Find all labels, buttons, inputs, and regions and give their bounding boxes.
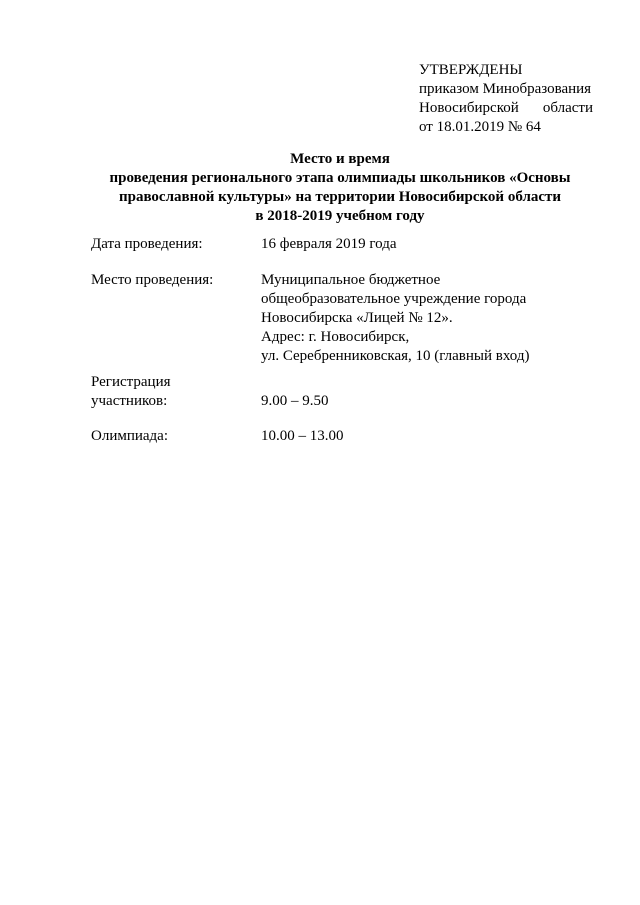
- place-value: [261, 271, 529, 366]
- place-line-1: Муниципальное бюджетное: [261, 272, 441, 288]
- registration-label-line-1: Регистрация: [91, 374, 171, 390]
- title-line-1: Место и время: [290, 151, 390, 167]
- approval-stamp: [419, 61, 593, 137]
- approval-region-line: [419, 99, 593, 118]
- date-label: Дата проведения:: [91, 236, 203, 252]
- place-line-4: Адрес: г. Новосибирск,: [261, 329, 410, 345]
- registration-value: 9.00 – 9.50: [261, 393, 329, 409]
- place-line-2: общеобразовательное учреждение города: [261, 291, 527, 307]
- approval-date-line: от 18.01.2019 № 64: [419, 119, 541, 135]
- approval-heading: УТВЕРЖДЕНЫ: [419, 62, 523, 78]
- registration-label-line-2: участников:: [91, 393, 168, 409]
- title-line-2: проведения регионального этапа олимпиады школьников «Основы: [109, 170, 571, 186]
- title-line-3: православной культуры» на территории Новосибирской области: [118, 189, 562, 205]
- title-line-4: в 2018-2019 учебном году: [255, 208, 425, 224]
- date-value: 16 февраля 2019 года: [261, 236, 397, 252]
- approval-region-left: Новосибирской: [419, 100, 519, 116]
- document-title: [60, 150, 620, 226]
- registration-label: [91, 373, 171, 411]
- place-line-3: Новосибирска «Лицей № 12».: [261, 310, 453, 326]
- olympiad-value: 10.00 – 13.00: [261, 428, 344, 444]
- approval-region-right: области: [542, 100, 593, 116]
- approval-order-line: приказом Минобразования: [419, 81, 592, 97]
- olympiad-label: Олимпиада:: [91, 428, 169, 444]
- place-line-5: ул. Серебренниковская, 10 (главный вход): [261, 348, 530, 364]
- place-label: Место проведения:: [91, 272, 214, 288]
